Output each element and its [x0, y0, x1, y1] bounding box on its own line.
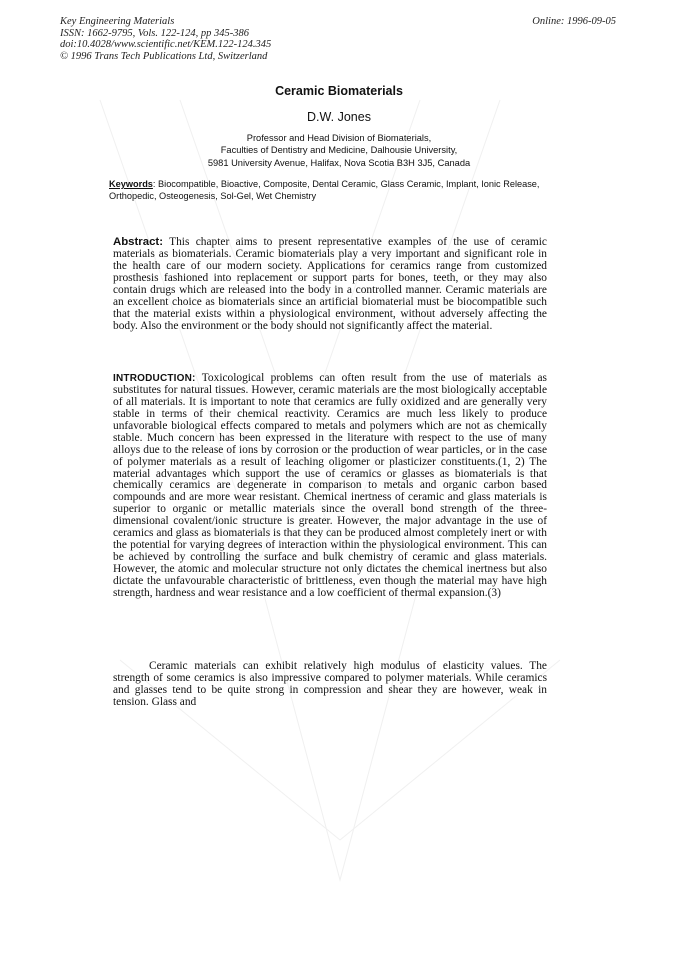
abstract-label: Abstract: — [113, 236, 164, 248]
affiliation-line-3: 5981 University Avenue, Halifax, Nova Scotia B3H 3J5, Canada — [207, 157, 471, 168]
paper-author: D.W. Jones — [307, 110, 371, 124]
abstract-text: This chapter aims to present representative examples of the use of ceramic materials as biomaterials. Ceramic biomaterials play a very important and significant role in the health care of our modern society. Applications for ceramics range from customized prosthesis fashioned into replacement or support parts for bones, teeth, or they may also contain drugs which are released into the body in a controlled manner. Ceramic materials are an excellent choice as biomaterials since an artificial biomaterial must be biocompatible such that the material exists within a physiological environment, without adversely affecting the body. Also the environment or the body should not significantly affect the material. — [113, 236, 547, 332]
journal-citation — [60, 16, 460, 62]
paper-title: Ceramic Biomaterials — [275, 84, 403, 98]
keywords-label: Keywords — [109, 179, 153, 189]
journal-doi: doi:10.4028/www.scientific.net/KEM.122-124.345 — [60, 39, 272, 51]
introduction-label: INTRODUCTION: — [113, 373, 196, 384]
journal-copyright: © 1996 Trans Tech Publications Ltd, Switzerland — [60, 50, 268, 62]
abstract-paragraph — [113, 237, 547, 333]
introduction-text: Toxicological problems can often result from the use of materials as substitutes for natural tissues. However, ceramic materials are the most biologically acceptable of all materials. It is important to note that ceramics are fully oxidized and are generally very stable in terms of their chemical reactivity. Ceramics are much less likely to produce unfavorable biological effects compared to metals and polymers which are not as chemically stable. Much concern has been expressed in the literature with respect to the use of many alloys due to the release of ions by corrosion or the production of wear particles, or in the case of polymer materials as a result of leaching oligomer or plasticizer constituents.(1, 2) The material advantages which support the use of ceramics or glasses as biomaterials is that chemically ceramics are degenerate in comparison to metals and organic carbon based compounds and are more wear resistant. Chemical inertness of ceramic and glass materials is superior to organic or metallic materials since the overall bond strength of the three-dimensional covalent/ionic structure is greater. However, the major advantage in the use of ceramics and glass as biomaterials is that they can be produced almost completely inert or with the potential for varying degrees of interaction within the physiological environment. This can be achieved by controlling the surface and bulk chemistry of ceramic and glass materials. However, the atomic and molecular structure not only dictates the chemical inertness but also dictate the unfavourable characteristic of brittleness, even though the material may have high strength, hardness and wear resistance and a low coefficient of thermal expansion.(3) — [113, 372, 547, 599]
online-date: Online: 1996-09-05 — [532, 16, 616, 27]
keywords-text: : Biocompatible, Bioactive, Composite, Dental Ceramic, Glass Ceramic, Implant, Ionic Release, Orthopedic, Osteogenesis, Sol-Gel, Wet Chemistry — [109, 179, 540, 201]
introduction-paragraph — [113, 373, 547, 600]
affiliation-line-2: Faculties of Dentistry and Medicine, Dalhousie University, — [220, 145, 458, 156]
keywords-block — [109, 179, 565, 202]
author-affiliation — [0, 132, 678, 169]
affiliation-line-1: Professor and Head Division of Biomaterials, — [246, 133, 432, 143]
body-paragraph-2: Ceramic materials can exhibit relatively high modulus of elasticity values. The strength of some ceramics is also impressive compared to polymer materials. While ceramics and glasses tend to be quite strong in compression and shear they are however, weak in tension. Glass and — [113, 660, 547, 708]
journal-name: Key Engineering Materials — [60, 16, 175, 27]
journal-issn: ISSN: 1662-9795, Vols. 122-124, pp 345-386 — [60, 27, 249, 39]
